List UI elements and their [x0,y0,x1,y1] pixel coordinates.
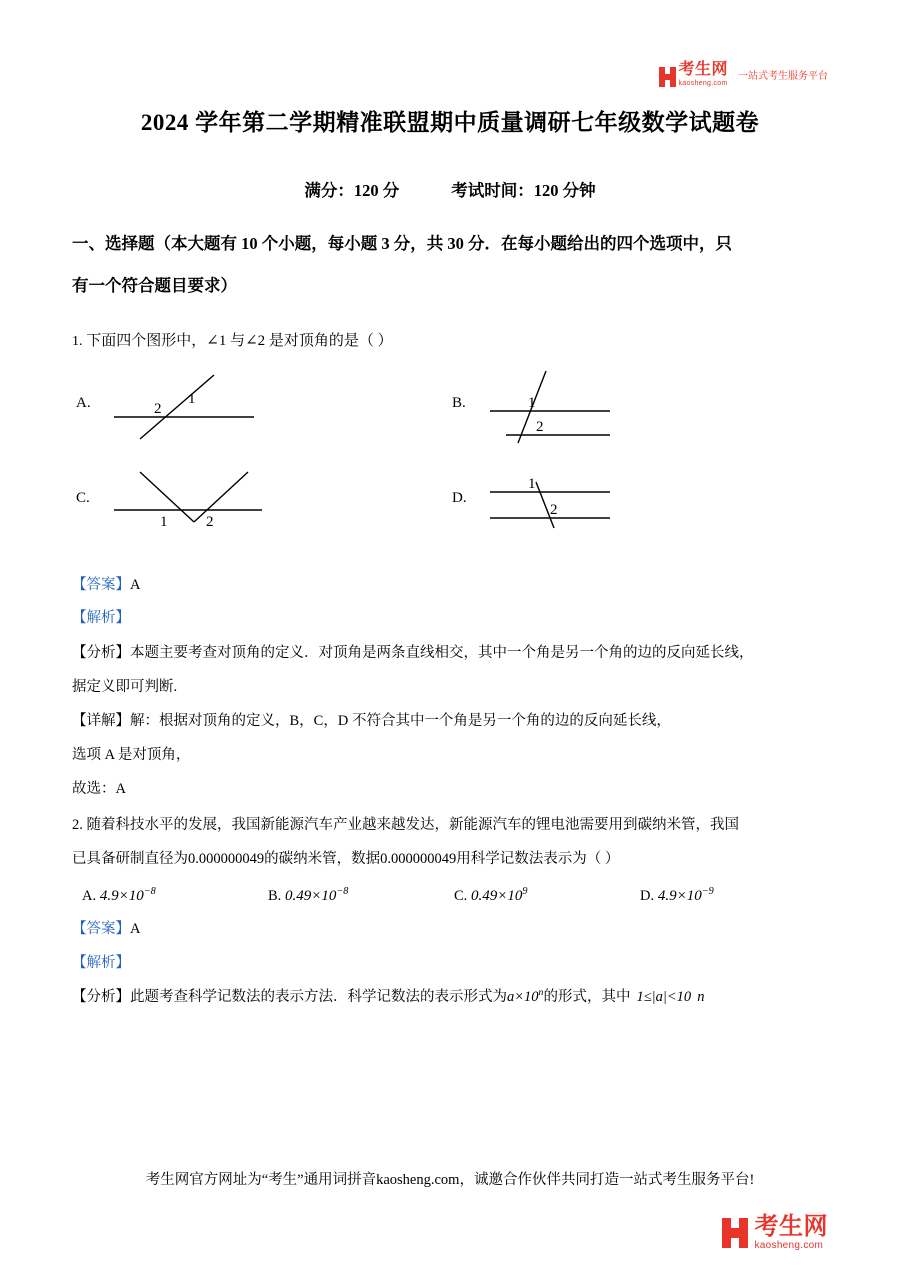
option-c-label: C. [76,490,90,507]
answer-label: 【答案】 [72,577,130,594]
fenxi-math-a10n: a×10 [507,988,539,1005]
option-c-figure [102,464,282,539]
footer-logo-h-icon [722,1218,748,1248]
fenxi-math-n: n [697,988,705,1005]
answer-value: A [130,577,141,594]
option-a-label: A. [82,888,97,905]
option-d-figure [478,464,648,539]
option-d-exp: −9 [701,886,714,898]
logo-slogan: 一站式考生服务平台 [738,71,828,82]
svg-text:2: 2 [206,514,214,531]
question-1-fenxi [72,636,828,670]
question-2-options [72,886,828,905]
logo-english-text: kaosheng.com [678,80,728,87]
question-1-fenxi-line2: 据定义即可判断. [72,678,178,695]
footer-note: 考生网官方网址为“考生”通用词拼音kaosheng.com，诚邀合作伙伴共同打造一站式考生服务平台! [145,1172,755,1188]
fenxi-text: 本题主要考查对顶角的定义．对顶角是两条直线相交，其中一个角是另一个角的边的反向延长线， [130,644,754,661]
question-2-number: 2. [72,817,83,834]
answer-label: 【答案】 [72,921,130,938]
footer-logo-chinese: 考生网 [754,1213,828,1240]
option-b-coef: 0.49 [285,888,312,905]
fenxi-label: 【分析】 [72,644,130,661]
option-d-label: D. [640,888,655,905]
question-1-option-b [452,369,648,449]
q2-number-2: 0.000000049 [380,851,457,868]
question-2-fenxi [72,980,828,1014]
question-1-xiangjie-line2: 选项 A 是对顶角， [72,747,191,763]
option-a-label: A. [76,395,91,412]
svg-text:1: 1 [528,395,536,412]
option-a-exp: −8 [143,886,156,898]
section-heading-line1: 一、选择题（本大题有 10 个小题，每小题 3 分，共 30 分．在每小题给出的四个选项中，只 [72,234,732,253]
svg-text:1: 1 [188,391,196,408]
svg-text:2: 2 [154,401,162,418]
q2-part-e: 用科学记数法表示为（ ） [456,851,620,868]
svg-text:1: 1 [528,476,536,493]
question-1-conclusion: 故选：A [72,781,126,798]
answer-value: A [130,921,141,938]
option-c-coef: 0.49 [471,888,498,905]
exam-meta [72,137,828,201]
question-2-option-c [454,886,640,905]
fenxi-math-exp: n [538,987,544,999]
logo-chinese-text: 考生网 [678,61,728,78]
question-1-answer [72,569,828,602]
question-1-analysis-label: 【解析】 [72,610,130,627]
question-1-number: 1. [72,334,83,350]
question-1-figures [72,369,828,569]
question-1-xiangjie [72,704,828,738]
option-b-label: B. [268,888,282,905]
option-b-times: ×10 [311,888,337,905]
exam-time: 考试时间：120 分钟 [451,181,596,200]
svg-text:2: 2 [550,502,558,519]
q2-number-1: 0.000000049 [188,851,265,868]
question-2-answer [72,913,828,946]
page-title: 2024 学年第二学期精准联盟期中质量调研七年级数学试题卷 [140,110,760,135]
question-2-stem [72,808,828,842]
option-b-label: B. [452,395,466,412]
section-heading-line2: 有一个符合题目要求） [72,276,237,296]
xiangjie-text: 解：根据对顶角的定义，B，C，D 不符合其中一个角是另一个角的边的反向延长线， [130,712,671,729]
fenxi-label: 【分析】 [72,988,130,1005]
svg-text:2: 2 [536,419,544,436]
option-d-coef: 4.9 [657,888,677,905]
fenxi-text: 此题考查科学记数法的表示方法．科学记数法的表示形式为 [130,988,507,1005]
option-b-figure [478,369,648,449]
question-2-text-line1: 随着科技水平的发展，我国新能源汽车产业越来越发达，新能源汽车的锂电池需要用到碳纳米管，我国 [86,817,739,834]
footer-logo-english: kaosheng.com [754,1240,824,1251]
question-2-option-a [82,886,268,905]
fenxi-math-range: 1≤|a|<10 [636,988,692,1005]
xiangjie-label: 【详解】 [72,712,130,729]
option-a-coef: 4.9 [99,888,119,905]
question-1-option-a [76,369,272,449]
site-logo [659,62,828,87]
option-b-exp: −8 [336,886,349,898]
option-a-figure [102,369,272,449]
question-1-option-c [76,464,282,539]
question-1-stem [72,323,828,359]
question-1-text: 下面四个图形中，∠1 与∠2 是对顶角的是（ ） [86,333,393,350]
q2-part-a: 已具备研制直径为 [72,851,188,868]
question-2-text-line2 [72,842,828,876]
full-marks: 满分：120 分 [304,181,400,200]
option-c-times: ×10 [497,888,523,905]
option-a-times: ×10 [118,888,144,905]
question-2-option-b [268,886,454,905]
svg-text:1: 1 [160,514,168,531]
question-2-analysis-label: 【解析】 [72,954,130,971]
option-d-label: D. [452,490,467,507]
fenxi-text-b: 的形式，其中 [543,988,631,1005]
question-2-option-d [640,886,826,905]
option-c-label: C. [454,888,468,905]
q2-part-c: 的碳纳米管，数据 [264,851,381,868]
logo-mark-icon [659,62,728,87]
logo-h-icon [659,67,676,87]
option-d-times: ×10 [676,888,702,905]
footer-logo [722,1215,829,1251]
option-c-exp: 9 [522,886,528,898]
question-1-option-d [452,464,648,539]
